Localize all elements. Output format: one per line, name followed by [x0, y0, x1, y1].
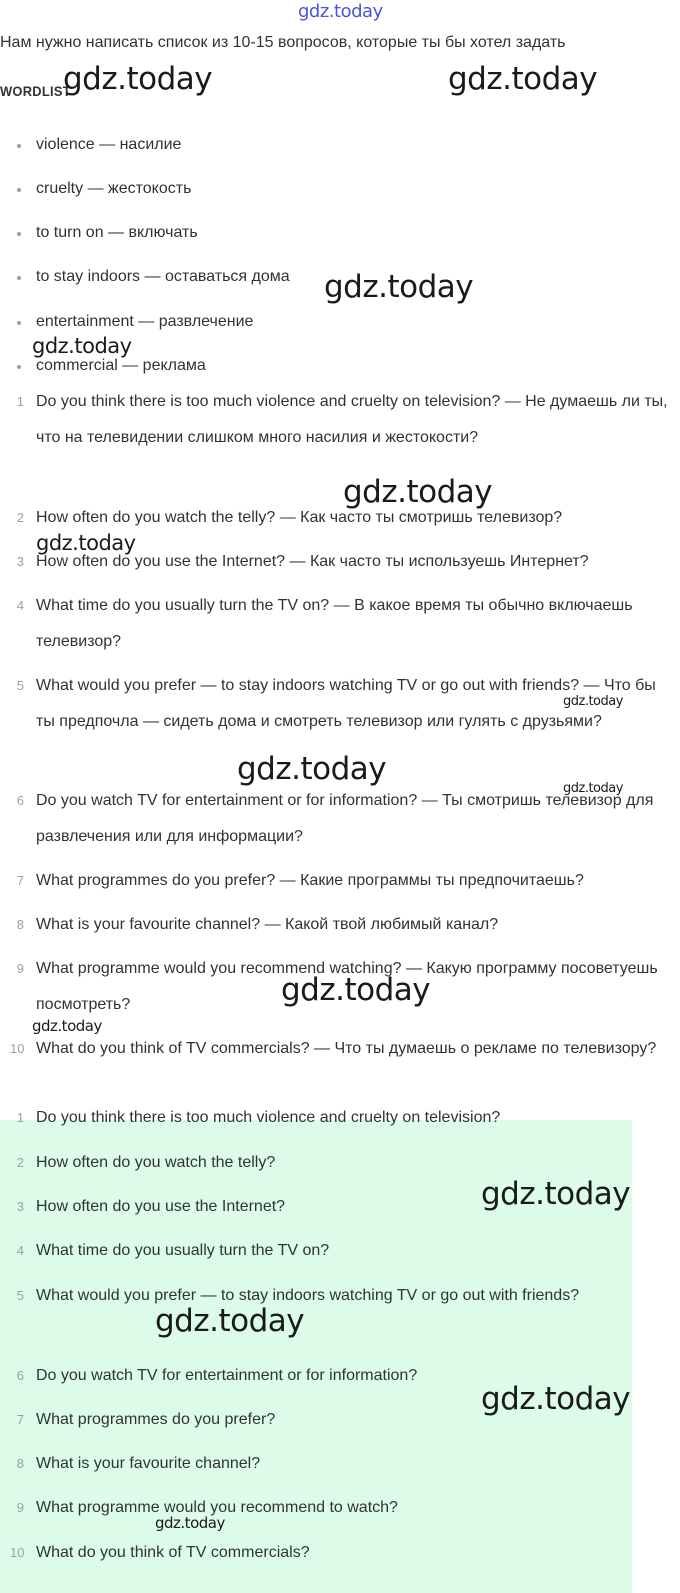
bullet-icon	[17, 276, 21, 280]
english-question: 9 What programme would you recommend to watch?	[16, 1499, 398, 1516]
translated-question: 6 Do you watch TV for entertainment or for information? — Ты смотришь телевизор для развлечения или для информации?	[16, 792, 654, 845]
watermark: gdz.today	[481, 1381, 631, 1417]
bullet-icon	[17, 144, 21, 148]
translated-question: 10 What do you think of TV commercials? — Что ты думаешь о рекламе по телевизору?	[10, 1040, 657, 1057]
watermark: gdz.today	[563, 781, 623, 796]
watermark: gdz.today	[324, 269, 474, 305]
english-question: 4 What time do you usually turn the TV on?	[16, 1242, 330, 1259]
wordlist-item: to stay indoors — оставаться дома	[36, 268, 290, 286]
bullet-icon	[17, 188, 21, 192]
translated-question: 5 What would you prefer — to stay indoors watching TV or go out with friends? — Что бы ты предпочла — сидеть дома и смотреть телевизор или гулять с друзьями?	[16, 677, 656, 730]
english-question: 3 How often do you use the Internet?	[16, 1198, 286, 1215]
bullet-icon	[17, 321, 21, 325]
top-watermark: gdz.today	[298, 1, 383, 22]
wordlist-item: commercial — реклама	[36, 357, 206, 375]
wordlist-item: cruelty — жестокость	[36, 180, 191, 198]
watermark: gdz.today	[281, 972, 431, 1008]
watermark: gdz.today	[155, 1514, 225, 1532]
translated-question: 1 Do you think there is too much violence and cruelty on television? — Не думаешь ли ты, что на телевидении слишком много насилия и жестокости?	[16, 393, 668, 446]
wordlist-heading: WORDLIST	[0, 83, 71, 99]
translated-question: 4 What time do you usually turn the TV on? — В какое время ты обычно включаешь телевизор?	[16, 597, 633, 650]
watermark: gdz.today	[155, 1303, 305, 1339]
translated-question: 3 How often do you use the Internet? — Как часто ты используешь Интернет?	[16, 553, 589, 570]
english-question: 1 Do you think there is too much violence and cruelty on television?	[16, 1109, 501, 1126]
wordlist-item: to turn on — включать	[36, 224, 198, 242]
watermark: gdz.today	[448, 61, 598, 97]
watermark: gdz.today	[481, 1176, 631, 1212]
bullet-icon	[17, 365, 21, 369]
watermark: gdz.today	[32, 334, 132, 358]
translated-question: 9 What programme would you recommend watching? — Какую программу посоветуешь посмотреть?	[16, 960, 658, 1013]
translated-question: 7 What programmes do you prefer? — Какие программы ты предпочитаешь?	[16, 872, 584, 889]
english-question: 8 What is your favourite channel?	[16, 1455, 261, 1472]
translated-question: 2 How often do you watch the telly? — Как часто ты смотришь телевизор?	[16, 509, 563, 526]
english-question: 5 What would you prefer — to stay indoors watching TV or go out with friends?	[16, 1287, 580, 1304]
english-question: 2 How often do you watch the telly?	[16, 1154, 276, 1171]
watermark: gdz.today	[563, 694, 623, 709]
translated-question: 8 What is your favourite channel? — Какой твой любимый канал?	[16, 916, 499, 933]
watermark: gdz.today	[63, 61, 213, 97]
english-question: 6 Do you watch TV for entertainment or for information?	[16, 1367, 418, 1384]
intro-text: Нам нужно написать список из 10-15 вопросов, которые ты бы хотел задать	[0, 34, 566, 51]
wordlist-item: violence — насилие	[36, 136, 181, 154]
watermark: gdz.today	[32, 1017, 102, 1035]
english-question: 10 What do you think of TV commercials?	[10, 1544, 310, 1561]
watermark: gdz.today	[343, 474, 493, 510]
english-question: 7 What programmes do you prefer?	[16, 1411, 276, 1428]
watermark: gdz.today	[237, 751, 387, 787]
watermark: gdz.today	[36, 531, 136, 555]
bullet-icon	[17, 232, 21, 236]
wordlist-item: entertainment — развлечение	[36, 313, 253, 331]
